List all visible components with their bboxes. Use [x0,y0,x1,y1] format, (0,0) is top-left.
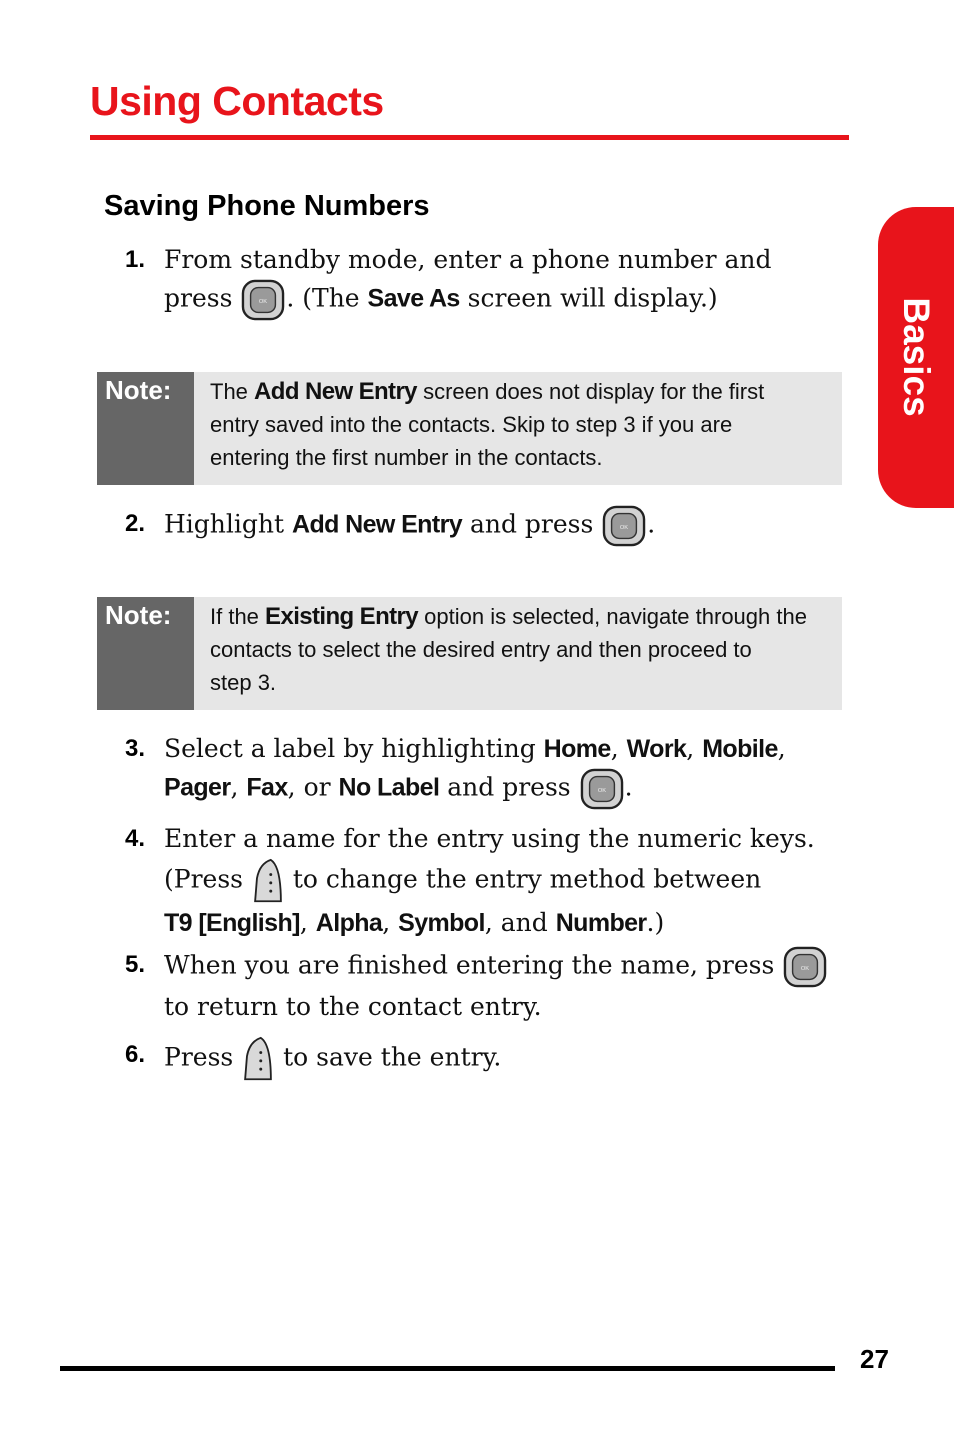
keyword-symbol: Symbol [398,909,485,937]
note-label: Note: [105,375,172,405]
step-text-part: screen will display.) [467,283,718,313]
separator: , [777,734,786,763]
side-tab-label: Basics [896,297,937,417]
separator: , or [287,772,331,802]
keyword-add-new-entry: Add New Entry [292,510,462,539]
keyword-number: Number [555,909,647,937]
note-text-part: option is selected, navigate through the [424,604,807,629]
step-text-part: Select a label by highlighting [164,734,536,763]
keyword-save-as: Save As [367,284,460,313]
separator: , [686,734,695,763]
separator: , and [484,908,548,937]
step-text-part: (Press [164,864,243,894]
note-text [210,600,840,699]
step-text-part: When you are finished entering the name, press [164,950,775,980]
step-number: 1. [125,246,146,273]
step-text [164,820,834,942]
note-text-part: The [210,379,248,404]
keyword-t9-english: T9 [English] [164,909,300,937]
keyword-alpha: Alpha [315,909,383,937]
step-text-part: Press [164,1042,234,1072]
keyword-add-new-entry: Add New Entry [254,378,417,405]
note-text-part: If the [210,604,259,629]
note-text-line: entering the first number in the contacts. [210,445,603,470]
step-text [164,505,834,547]
ok-key-icon [579,768,625,810]
step-text-part: Highlight [164,509,285,539]
note-label: Note: [105,600,172,630]
keyword-home: Home [543,735,611,763]
note-text-line: entry saved into the contacts. Skip to step 3 if you are [210,412,733,437]
keyword-fax: Fax [246,773,288,802]
note-label-box [97,372,194,485]
step-text [164,730,834,810]
step-text-line: to return to the contact entry. [164,992,542,1021]
note-box [97,372,842,485]
title-rule [90,135,849,140]
section-heading: Saving Phone Numbers [104,190,430,222]
step-number: 3. [125,735,146,762]
separator: , [610,734,619,763]
step-text-line: Enter a name for the entry using the numeric keys. [164,824,815,853]
step-number: 2. [125,510,146,537]
ok-key-icon [240,279,286,321]
note-text-part: screen does not display for the first [423,379,765,404]
keyword-mobile: Mobile [702,735,778,763]
separator: , [230,772,239,802]
step-number: 4. [125,825,146,852]
step-text-part: and press [469,509,594,539]
separator: , [382,908,391,937]
page-title: Using Contacts [90,78,384,124]
step-text-part: From standby mode, enter a phone number and [164,245,772,274]
step-text-part: to change the entry method between [292,864,762,894]
footer-rule [60,1366,835,1371]
page-number: 27 [860,1344,889,1374]
step-number: 5. [125,951,146,978]
step-text-part: . (The [286,283,360,313]
note-box [97,597,842,710]
step-number: 6. [125,1041,146,1068]
keyword-pager: Pager [164,773,231,802]
separator: , [299,908,308,937]
right-softkey-icon [241,1036,275,1082]
ok-key-icon [601,505,647,547]
ok-key-icon [782,946,828,988]
step-text [164,946,834,1026]
note-text [210,375,840,474]
note-text-line: contacts to select the desired entry and then proceed to [210,637,752,662]
step-text-part: and press [447,772,571,802]
keyword-existing-entry: Existing Entry [265,603,419,630]
note-text-line: step 3. [210,670,277,695]
keyword-work: Work [626,735,687,763]
right-softkey-icon [251,858,285,904]
step-text-part: to save the entry. [283,1042,502,1072]
separator: .) [646,908,665,937]
step-text [164,241,834,321]
note-label-box [97,597,194,710]
step-text-part: . [624,772,633,802]
step-text [164,1036,834,1082]
keyword-no-label: No Label [338,773,440,802]
step-text-part: . [647,509,656,539]
step-text-part: press [164,283,233,313]
